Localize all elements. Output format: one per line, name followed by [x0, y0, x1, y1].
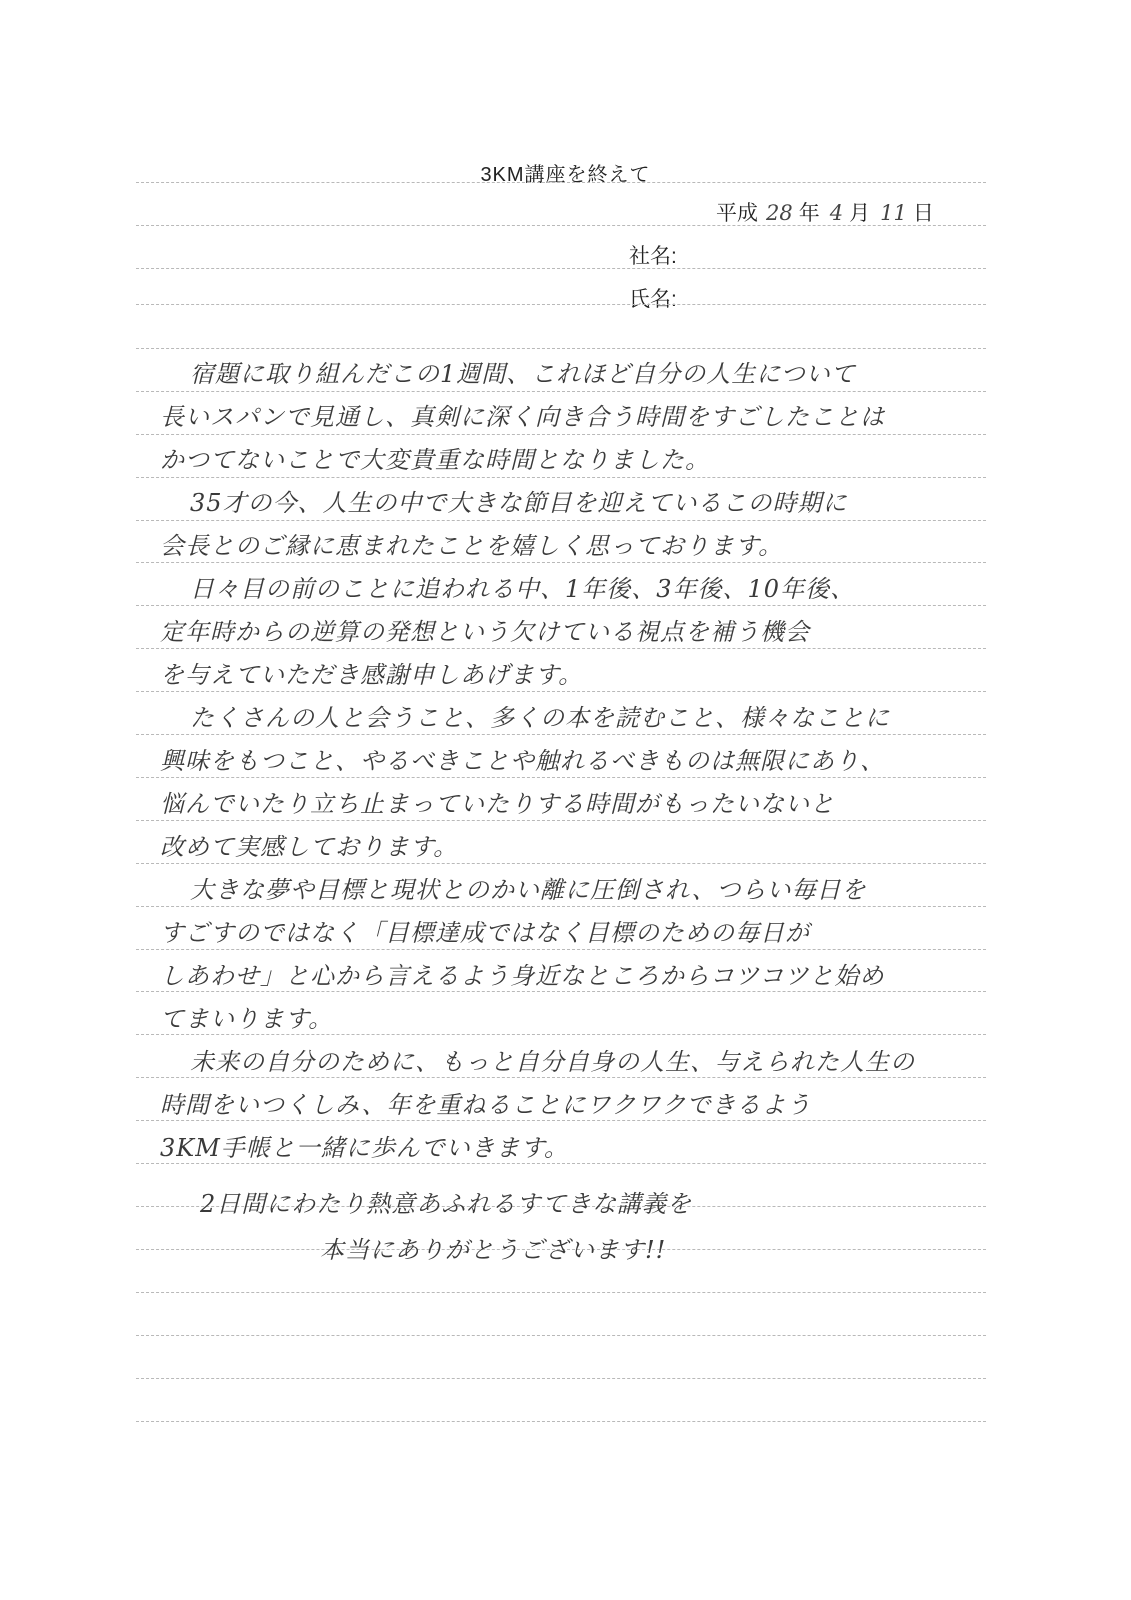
closing-line: 本当にありがとうございます!! — [320, 1236, 667, 1264]
date-day-unit: 日 — [912, 202, 934, 225]
handwritten-line: しあわせ」と心から言えるよう身近なところからコツコツと始め — [160, 962, 885, 990]
handwritten-line: 時間をいつくしみ、年を重ねることにワクワクできるよう — [160, 1091, 812, 1119]
handwritten-line: 長いスパンで見通し、真剣に深く向き合う時間をすごしたことは — [160, 403, 885, 431]
handwritten-line: 大きな夢や目標と現状とのかい離に圧倒され、つらい毎日を — [190, 876, 867, 904]
ruled-line — [136, 777, 986, 778]
handwritten-line: を与えていただき感謝申しあげます。 — [160, 661, 584, 689]
ruled-line — [136, 605, 986, 606]
ruled-line — [136, 820, 986, 821]
ruled-line — [136, 1034, 986, 1035]
ruled-line — [136, 734, 986, 735]
ruled-line — [136, 863, 986, 864]
handwritten-line: 興味をもつこと、やるべきことや触れるべきものは無限にあり、 — [160, 747, 885, 775]
date-era: 平成 — [716, 202, 758, 225]
ruled-line — [136, 991, 986, 992]
ruled-line — [136, 1077, 986, 1078]
ruled-line — [136, 1335, 986, 1336]
handwritten-line: 悩んでいたり立ち止まっていたりする時間がもったいないと — [160, 790, 835, 818]
handwritten-line: 定年時からの逆算の発想という欠けている視点を補う機会 — [160, 618, 810, 646]
handwritten-line: 日々目の前のことに追われる中、1年後、3年後、10年後、 — [190, 575, 856, 603]
handwritten-line: 未来の自分のために、もっと自分自身の人生、与えられた人生の — [190, 1048, 915, 1076]
ruled-line — [136, 477, 986, 478]
ruled-line — [136, 304, 986, 305]
ruled-line — [136, 906, 986, 907]
date-line — [716, 197, 986, 227]
ruled-line — [136, 1378, 986, 1379]
ruled-line — [136, 434, 986, 435]
handwritten-line: 宿題に取り組んだこの1週間、これほど自分の人生について — [190, 360, 856, 388]
name-label: 氏名: — [629, 288, 677, 311]
ruled-line — [136, 182, 986, 183]
name-field — [629, 283, 933, 313]
ruled-line — [136, 520, 986, 521]
company-field — [629, 240, 933, 270]
closing-line: 2日間にわたり熱意あふれるすてきな講義を — [200, 1190, 692, 1218]
date-month: 4 — [829, 201, 844, 225]
company-label: 社名: — [629, 245, 677, 268]
document-title: 3KM講座を終えて — [480, 164, 651, 186]
handwritten-line: 3KM手帳と一緒に歩んでいきます。 — [160, 1134, 569, 1162]
date-year-unit: 年 — [798, 202, 820, 225]
ruled-line — [136, 1163, 986, 1164]
date-year: 28 — [766, 201, 793, 225]
handwritten-line: たくさんの人と会うこと、多くの本を読むこと、様々なことに — [190, 704, 890, 732]
ruled-line — [136, 391, 986, 392]
ruled-line — [136, 348, 986, 349]
date-day: 11 — [880, 201, 907, 225]
handwritten-line: 改めて実感しております。 — [160, 833, 459, 861]
ruled-line — [136, 949, 986, 950]
company-value-redacted — [683, 243, 933, 263]
ruled-line — [136, 1292, 986, 1293]
name-value-redacted — [683, 286, 933, 306]
handwritten-line: 35才の今、人生の中で大きな節目を迎えているこの時期に — [190, 489, 848, 517]
ruled-line — [136, 648, 986, 649]
ruled-line — [136, 691, 986, 692]
ruled-line — [136, 1421, 986, 1422]
ruled-line — [136, 1120, 986, 1121]
ruled-line — [136, 225, 986, 226]
ruled-line — [136, 562, 986, 563]
handwritten-line: 会長とのご縁に恵まれたことを嬉しく思っております。 — [160, 532, 784, 560]
ruled-line — [136, 268, 986, 269]
date-month-unit: 月 — [849, 202, 871, 225]
handwritten-line: かつてないことで大変貴重な時間となりました。 — [160, 446, 710, 474]
handwritten-line: すごすのではなく「目標達成ではなく目標のための毎日が — [160, 919, 810, 947]
handwritten-line: てまいります。 — [160, 1005, 334, 1033]
